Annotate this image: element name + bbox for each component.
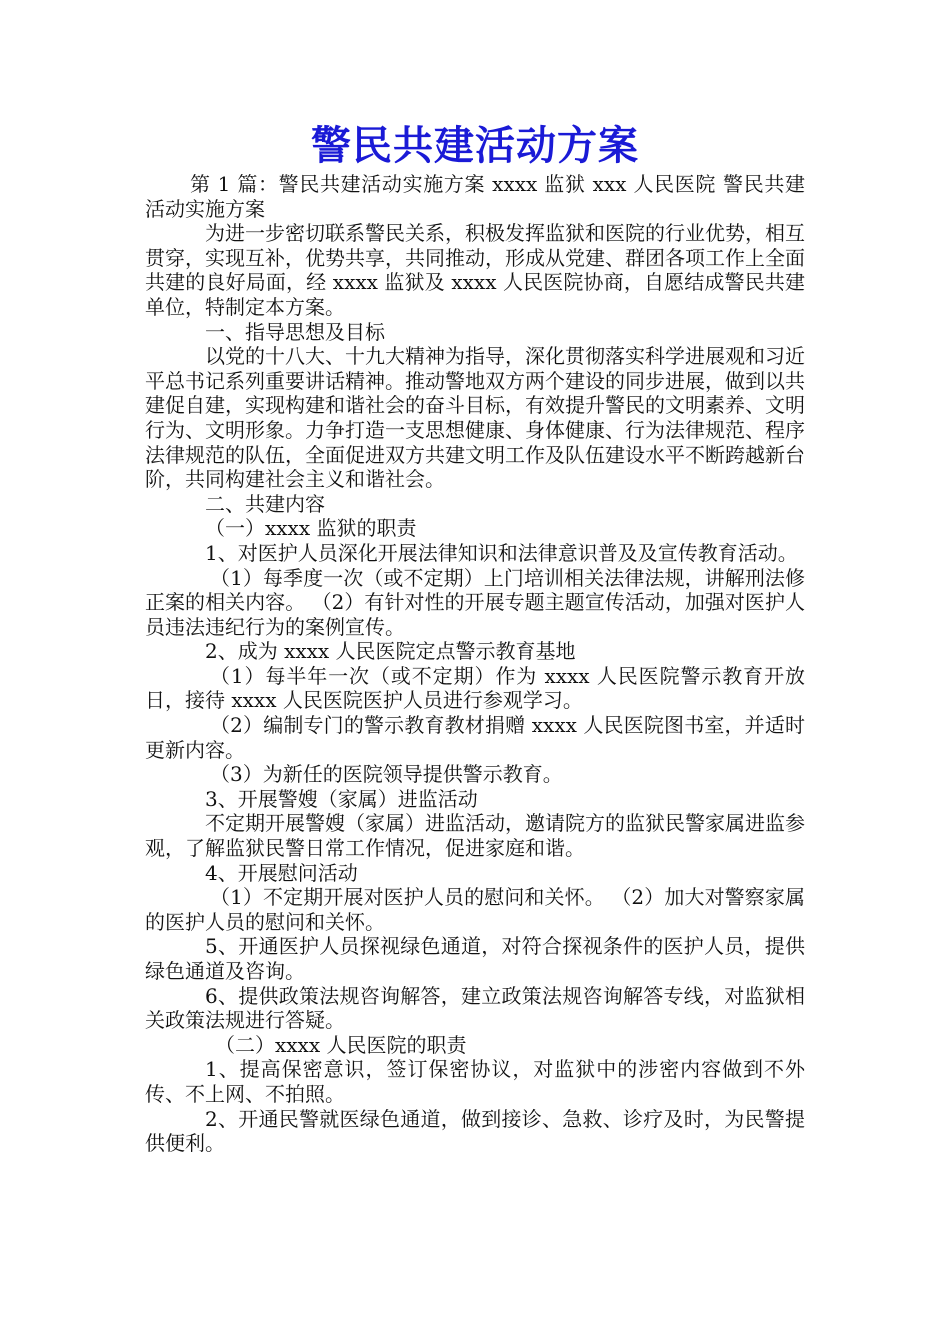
paragraph: （1）不定期开展对医护人员的慰问和关怀。 （2）加大对警察家属的医护人员的慰问和关怀。 (145, 885, 805, 934)
paragraph: 二、共建内容 (205, 491, 325, 516)
paragraph: 一、指导思想及目标 (205, 319, 385, 344)
paragraph: 4、开展慰问活动 (205, 860, 358, 885)
paragraph: （一）xxxx 监狱的职责 (205, 516, 417, 541)
paragraph: （二）xxxx 人民医院的职责 (215, 1032, 467, 1057)
paragraph: 第 1 篇：警民共建活动实施方案 xxxx 监狱 xxx 人民医院 警民共建活动实施方案 (145, 172, 805, 221)
paragraph: 不定期开展警嫂（家属）进监活动，邀请院方的监狱民警家属进监参观，了解监狱民警日常工作情况，促进家庭和谐。 (145, 811, 805, 861)
paragraph: 2、成为 xxxx 人民医院定点警示教育基地 (205, 639, 576, 664)
document-title: 警民共建活动方案 (311, 123, 639, 169)
paragraph: 3、开展警嫂（家属）进监活动 (205, 786, 478, 811)
paragraph: 以党的十八大、十九大精神为指导，深化贯彻落实科学进展观和习近平总书记系列重要讲话精神。推动警地双方两个建设的同步进展，做到以共建促自建，实现构建和谐社会的奋斗目标，有效提升警民的文明素养、文明行为、文明形象。力争打造一支思想健康、身体健康、行为法律规范、程序法律规范的队伍，全面促进双方共建文明工作及队伍建设水平不断跨越新台阶，共同构建社会主义和谐社会。 (145, 344, 805, 492)
paragraph: （3）为新任的医院领导提供警示教育。 (210, 762, 563, 787)
paragraph: 1、提高保密意识，签订保密协议，对监狱中的涉密内容做到不外传、不上网、不拍照。 (145, 1057, 805, 1106)
paragraph: （2）编制专门的警示教育教材捐赠 xxxx 人民医院图书室，并适时更新内容。 (145, 713, 805, 762)
paragraph: 为进一步密切联系警民关系，积极发挥监狱和医院的行业优势，相互贯穿，实现互补，优势共享，共同推动，形成从党建、群团各项工作上全面共建的良好局面，经 xxxx 监狱及 xxxx 人民医院协商，自愿结成警民共建单位，特制定本方案。 (145, 221, 805, 319)
paragraph: 2、开通民警就医绿色通道，做到接诊、急救、诊疗及时，为民警提供便利。 (145, 1106, 805, 1156)
paragraph: （1）每季度一次（或不定期）上门培训相关法律法规，讲解刑法修正案的相关内容。 （2）有针对性的开展专题主题宣传活动，加强对医护人员违法违纪行为的案例宣传。 (145, 565, 805, 639)
paragraph: 5、开通医护人员探视绿色通道，对符合探视条件的医护人员，提供绿色通道及咨询。 (145, 934, 805, 983)
paragraph: （1）每半年一次（或不定期）作为 xxxx 人民医院警示教育开放日，接待 xxxx 人民医院医护人员进行参观学习。 (145, 663, 805, 713)
document-body (145, 172, 805, 1156)
paragraph: 1、对医护人员深化开展法律知识和法律意识普及及宣传教育活动。 (205, 540, 798, 565)
paragraph: 6、提供政策法规咨询解答，建立政策法规咨询解答专线，对监狱相关政策法规进行答疑。 (145, 983, 805, 1033)
